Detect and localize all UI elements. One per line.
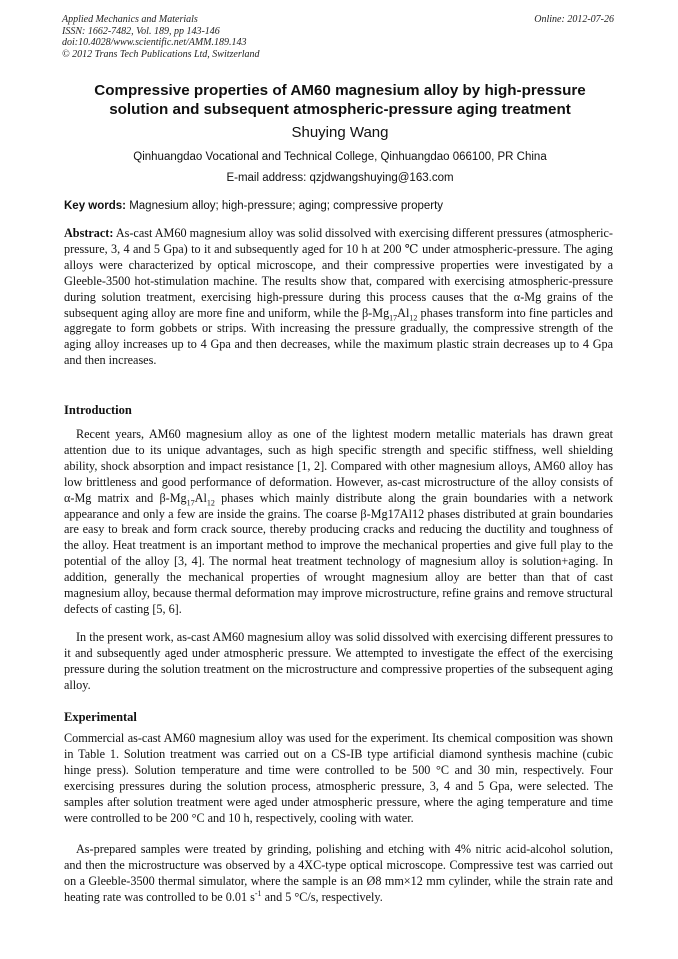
doi-line: doi:10.4028/www.scientific.net/AMM.189.143 (62, 37, 247, 48)
journal-name: Applied Mechanics and Materials (62, 14, 198, 25)
title-line-2: solution and subsequent atmospheric-pressure aging treatment (109, 100, 571, 118)
abstract-sub-1: 17 (389, 312, 398, 322)
experimental-heading: Experimental (64, 710, 137, 724)
intro-sub-1: 17 (186, 498, 195, 508)
paper-title (60, 82, 620, 119)
abstract-text-2: Al (397, 305, 410, 320)
introduction-paragraph-2: In the present work, as-cast AM60 magnesium alloy was solid dissolved with exercising different pressures to it and subsequently aged under atmospheric pressure. We attempted to investigate the effect of the exercising pressure during the solution treatment on the microstructure and compressive properties of the subsequent aging alloy. (64, 630, 613, 692)
journal-header (62, 14, 260, 60)
author-name: Shuying Wang (291, 124, 389, 141)
exp-text-1: As-prepared samples were treated by grinding, polishing and etching with 4% nitric acid-alcohol solution, and then the microstructure was observed by a 4XC-type optical microscope. Compressive test was carried out on a Gleeble-3500 thermal simulator, where the sample is an Ø8 mm×12 mm cylinder, while the strain rate and heating rate was controlled to be 0.01 s (64, 842, 613, 904)
abstract (64, 226, 613, 369)
intro-text-3: phases which mainly distribute along the grain boundaries with a network appearance and only a few are inside the grains. The coarse β-Mg17Al12 phases distributed at grain boundaries are easy to break and form crack source, thereby producing cracks and reducing the ductility and toughness of the alloy. Heat treatment is an important method to improve the mechanical properties and give full play to the potential of the alloy [3, 4]. The normal heat treatment technology of magnesium alloy is solution+aging. In addition, generally the mechanical properties of wrought magnesium alloy are better than that of cast magnesium alloy, because thermal deformation may improve microstructure, refine grains and remove structural defects of casting [5, 6]. (64, 490, 613, 616)
intro-text-1: Recent years, AM60 magnesium alloy as one of the lightest modern metallic materials has drawn great attention due to its unique advantages, such as high specific strength and specific stiffness, well shielding ability, shock absorption and impact resistance [1, 2]. Compared with other magnesium alloys, AM60 alloy has low brittleness and good performance of deformation. However, as-cast microstructure of the alloy consists of α-Mg matrix and β-Mg (64, 427, 613, 505)
exp-text-2: and 5 °C/s, respectively. (261, 889, 383, 904)
online-date: Online: 2012-07-26 (534, 14, 614, 25)
abstract-text-1: As-cast AM60 magnesium alloy was solid dissolved with exercising different pressures (atmospheric-pressure, 3, 4 and 5 Gpa) to it and subsequently aged for 10 h at 200 ℃ under atmospheric-pressure. The aging alloys were characterized by optical microscope, and their compressive properties were investigated by a Gleeble-3500 hot-stimulation machine. The results show that, compared with exercising atmospheric-pressure during solution treatment, exercising high-pressure during this process causes that the α-Mg grains of the subsequent aging alloy are more fine and uniform, while the β-Mg (64, 226, 613, 320)
issn-line: ISSN: 1662-7482, Vol. 189, pp 143-146 (62, 25, 220, 37)
introduction-heading: Introduction (64, 403, 132, 417)
affiliation: Qinhuangdao Vocational and Technical College, Qinhuangdao 066100, PR China (133, 151, 547, 163)
keywords-text: Magnesium alloy; high-pressure; aging; compressive property (126, 200, 444, 212)
copyright-line: © 2012 Trans Tech Publications Ltd, Switzerland (62, 48, 260, 60)
experimental-paragraph-2 (64, 842, 613, 906)
introduction-paragraph-1 (64, 427, 613, 618)
intro-text-2: Al (194, 490, 207, 505)
abstract-sub-2: 12 (409, 312, 418, 322)
intro-sub-2: 12 (206, 498, 215, 508)
keywords (64, 200, 614, 212)
email-address: E-mail address: qzjdwangshuying@163.com (226, 172, 454, 184)
keywords-label: Key words: (64, 200, 126, 212)
abstract-text-3: phases transform into fine particles and aggregate to form gobbets or strips. With increasing the pressure gradually, the compressive strength of the aging alloy increases up to 4 Gpa and then decreases, while the maximum plastic strain decreases up to 4 Gpa and then increases. (64, 305, 613, 368)
experimental-paragraph-1: Commercial as-cast AM60 magnesium alloy was used for the experiment. Its chemical composition was shown in Table 1. Solution treatment was carried out on a CS-IB type artificial diamond synthesis machine (cubic hinge press). Solution temperature and time were controlled to be 500 °C and 30 min, respectively. Four exercising pressures during the solution process, atmospheric pressure, 3, 4 and 5 Gpa, were selected. The samples after solution treatment were aged under atmospheric pressure, where the aging temperature and time were controlled to be 200 °C and 10 h, respectively, cooling with water. (64, 731, 613, 825)
exp-sup: -1 (254, 888, 262, 898)
title-line-1: Compressive properties of AM60 magnesium alloy by high-pressure (94, 82, 586, 99)
abstract-label: Abstract: (64, 226, 114, 240)
